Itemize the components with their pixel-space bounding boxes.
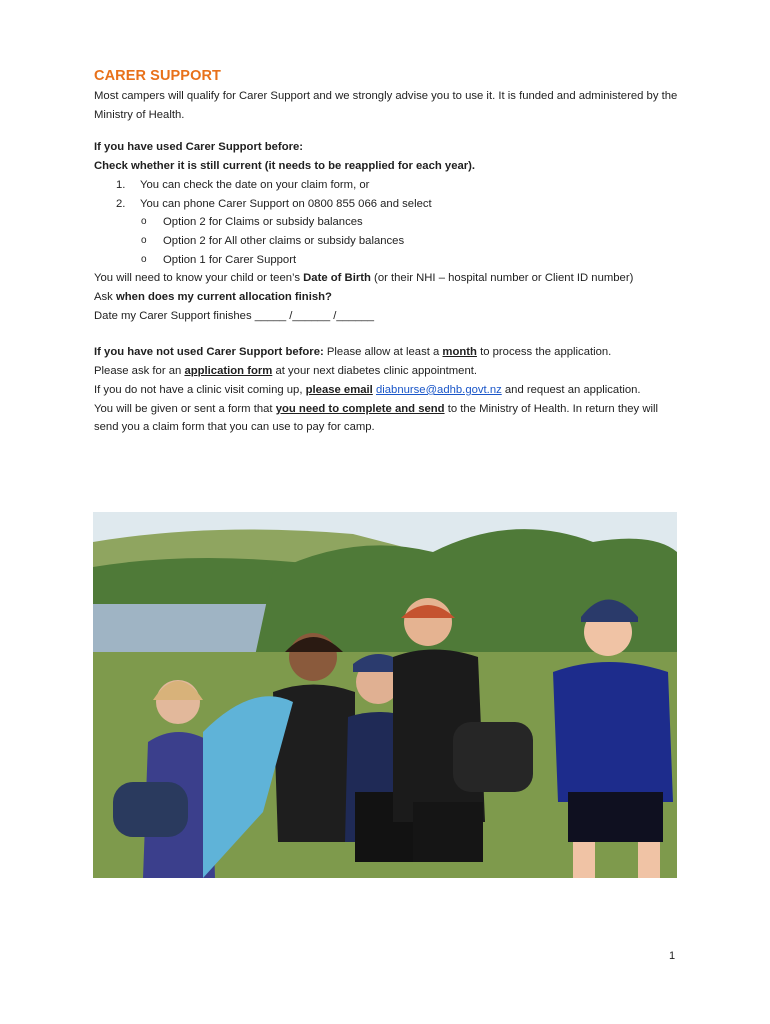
list-item: o Option 2 for All other claims or subsidy balances (141, 234, 405, 247)
intro-paragraph: Most campers will qualify for Carer Support and we strongly advise you to use it. It is funded and administered by the Ministry of Health. (94, 90, 678, 121)
application-form-line: Please ask for an application form at your next diabetes clinic appointment. (94, 365, 478, 378)
page-number: 1 (669, 950, 676, 962)
check-current-line: Check whether it is still current (it needs to be reapplied for each year). (94, 160, 476, 173)
email-link[interactable]: diabnurse@adhb.govt.nz (375, 383, 502, 396)
steps-list (94, 176, 679, 213)
document-page (94, 68, 679, 437)
options-list (94, 213, 679, 269)
form-paragraph: You will be given or sent a form that you need to complete and send to the Ministry of Health. In return they will send you a claim form that you can use to pay for camp. (94, 402, 659, 434)
need-to-know-paragraph: You will need to know your child or teen’s Date of Birth (or their NHI – hospital number or Client ID number) (94, 272, 634, 285)
date-finishes-line: Date my Carer Support finishes _____ /______ /______ (94, 309, 375, 322)
list-item: 1. You can check the date on your claim form, or (116, 178, 370, 191)
used-before-heading: If you have used Carer Support before: (94, 141, 304, 154)
list-item: o Option 1 for Carer Support (141, 253, 297, 266)
not-used-paragraph: If you have not used Carer Support before: Please allow at least a month to process the application. (94, 346, 612, 359)
campers-photo-illustration (93, 512, 677, 878)
list-item: 2. You can phone Carer Support on 0800 855 066 and select (116, 197, 432, 210)
campers-photo (93, 512, 677, 878)
section-title: CARER SUPPORT (94, 68, 221, 84)
list-item: o Option 2 for Claims or subsidy balances (141, 216, 363, 229)
email-paragraph: If you do not have a clinic visit coming up, please email diabnurse@adhb.govt.nz and request an application. (94, 383, 641, 396)
ask-allocation-line: Ask when does my current allocation finish? (94, 291, 332, 304)
